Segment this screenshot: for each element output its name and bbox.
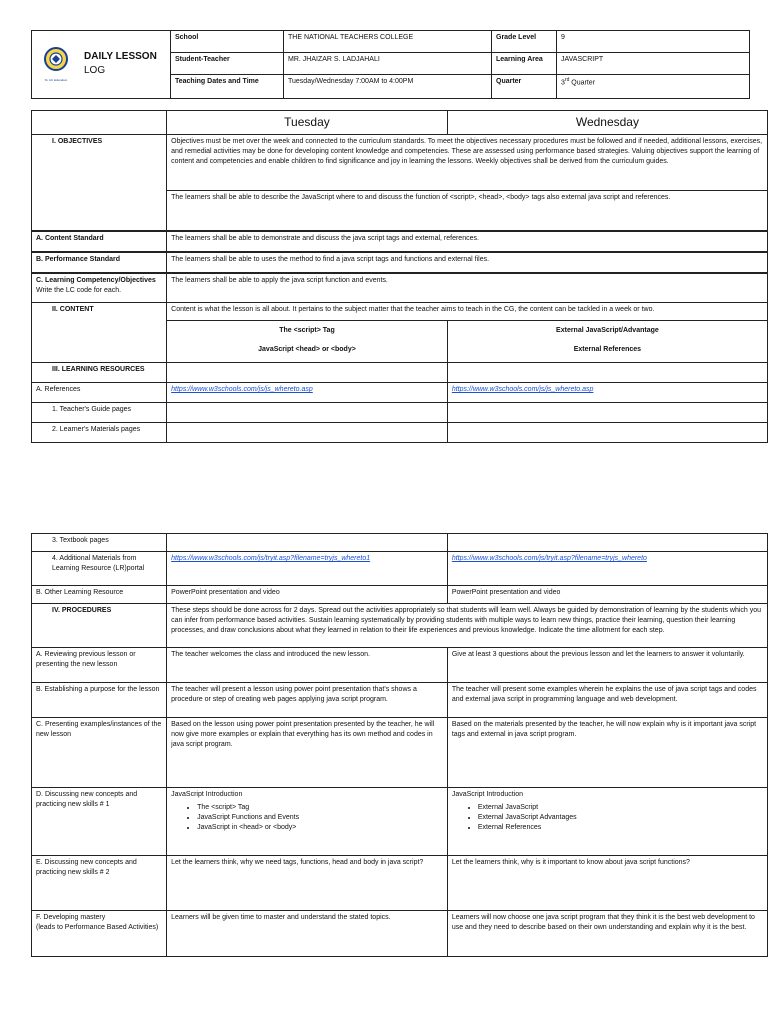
teacher-label: Student-Teacher	[171, 53, 284, 75]
procedure-a-day1: The teacher welcomes the class and introduced the new lesson.	[167, 648, 448, 683]
procedure-e-day1: Let the learners think, why we need tags, functions, head and body in java script?	[167, 856, 448, 911]
procedure-d-day2: JavaScript Introduction • External JavaScript • External JavaScript Advantages • External References	[447, 788, 767, 856]
competency-value: The learners shall be able to apply the java script function and events.	[167, 273, 768, 303]
lesson-table-page1	[31, 110, 768, 443]
list-item: • External References	[478, 823, 763, 833]
additional-materials-label: 4. Additional Materials from Learning Resource (LR)portal	[32, 552, 167, 586]
objectives-specific: The learners shall be able to describe the JavaScript where to and discuss the function of <script>, <head>, <body> tags also external java script and references.	[167, 191, 768, 231]
list-item: • JavaScript in <head> or <body>	[197, 823, 443, 833]
procedure-a-day2: Give at least 3 questions about the previous lesson and let the learners to answer it voluntarily.	[447, 648, 767, 683]
other-resource-label: B. Other Learning Resource	[32, 586, 167, 604]
procedure-c-day2: Based on the materials presented by the teacher, he will now explain why is it important java script tags and external in java script program.	[447, 718, 767, 788]
learner-materials-label: 2. Learner's Materials pages	[32, 423, 167, 443]
performance-standard-label: B. Performance Standard	[32, 252, 167, 273]
procedure-c-label: C. Presenting examples/instances of the new lesson	[32, 718, 167, 788]
dates-label: Teaching Dates and Time	[171, 75, 284, 99]
lesson-table-page2	[31, 533, 768, 957]
teacher-guide-label: 1. Teacher's Guide pages	[32, 403, 167, 423]
dates-value: Tuesday/Wednesday 7:00AM to 4:00PM	[284, 75, 492, 99]
competency-label-cell: C. Learning Competency/Objectives Write the LC code for each.	[32, 273, 167, 303]
day1-heading: Tuesday	[167, 111, 448, 135]
resources-label: III. LEARNING RESOURCES	[32, 363, 167, 383]
performance-standard-value: The learners shall be able to uses the method to find a java script tags and functions and external files.	[167, 252, 768, 273]
logo-title-cell	[32, 31, 171, 99]
procedure-d-day1-list	[171, 803, 443, 833]
additional-link-day2[interactable]: https://www.w3schools.com/js/tryit.asp?filename=tryjs_whereto	[451, 555, 647, 562]
other-resource-day2: PowerPoint presentation and video	[447, 586, 767, 604]
list-item: • External JavaScript Advantages	[478, 813, 763, 823]
procedure-e-label: E. Discussing new concepts and practicing new skills # 2	[32, 856, 167, 911]
procedure-a-label: A. Reviewing previous lesson or presenting the new lesson	[32, 648, 167, 683]
list-item: • The <script> Tag	[197, 803, 443, 813]
content-standard-value: The learners shall be able to demonstrate and discuss the java script tags and external, references.	[167, 231, 768, 252]
procedure-f-label: F. Developing mastery (leads to Performance Based Activities)	[32, 911, 167, 957]
content-day1: The <script> Tag JavaScript <head> or <body>	[167, 321, 448, 363]
school-value: THE NATIONAL TEACHERS COLLEGE	[284, 31, 492, 53]
grade-value: 9	[557, 31, 750, 53]
reference-link-day1[interactable]: https://www.w3schools.com/js/js_whereto.asp	[171, 386, 313, 393]
content-general: Content is what the lesson is all about. It pertains to the subject matter that the teacher aims to teach in the CG, the content can be tackled in a week or two.	[167, 303, 768, 321]
day2-heading: Wednesday	[447, 111, 767, 135]
list-item: • External JavaScript	[478, 803, 763, 813]
content-label: II. CONTENT	[32, 303, 167, 363]
content-day2: External JavaScript/Advantage External References	[447, 321, 767, 363]
procedure-d-label: D. Discussing new concepts and practicing new skills # 1	[32, 788, 167, 856]
area-label: Learning Area	[492, 53, 557, 75]
teacher-value: MR. JHAIZAR S. LADJAHALI	[284, 53, 492, 75]
objectives-general: Objectives must be met over the week and connected to the curriculum standards. To meet the objectives necessary procedures must be followed and if needed, additional lessons, exercises, and remedial activities may be done for developing content knowledge and competencies. These are assessed using performance based strategies. Valuing objectives support the learning of content and competencies and enable children to find significance and joy in learning the lessons. Weekly objectives shall be derived from the curriculum guides.	[167, 135, 768, 191]
school-label: School	[171, 31, 284, 53]
reference-link-day2[interactable]: https://www.w3schools.com/js/js_whereto.asp	[451, 386, 594, 393]
procedure-f-day1: Learners will be given time to master and understand the stated topics.	[167, 911, 448, 957]
objectives-label: I. OBJECTIVES	[32, 135, 167, 231]
textbook-label: 3. Textbook pages	[32, 534, 167, 552]
procedure-b-label: B. Establishing a purpose for the lesson	[32, 683, 167, 718]
other-resource-day1: PowerPoint presentation and video	[167, 586, 448, 604]
additional-link-day1[interactable]: https://www.w3schools.com/js/tryit.asp?filename=tryjs_whereto1	[171, 555, 371, 562]
procedure-d-day1: JavaScript Introduction • The <script> Tag • JavaScript Functions and Events • JavaScript in <head> or <body>	[167, 788, 448, 856]
header-table	[31, 30, 750, 99]
procedure-d-day2-list	[452, 803, 763, 833]
procedure-b-day2: The teacher will present some examples wherein he explains the use of java script tags and codes and external java script in programming language and web development.	[447, 683, 767, 718]
procedures-general: These steps should be done across for 2 days. Spread out the activities appropriately so that students will learn well. Always be guided by demonstration of learning by the students which you can infer from performance based activities. Sustain learning systematically by providing students with multiple ways to learn new things, practice their learning, question their learning processes, and draw conclusions about what they learned in relation to their life experiences and previous knowledge. Indicate the time allotment for each step.	[167, 604, 768, 648]
content-standard-label: A. Content Standard	[32, 231, 167, 252]
logo-caption: St. AC Education	[44, 78, 68, 83]
references-label: A. References	[32, 383, 167, 403]
quarter-value: 3rd Quarter	[557, 75, 750, 99]
list-item: • JavaScript Functions and Events	[197, 813, 443, 823]
page-title: DAILY LESSON LOG	[84, 50, 157, 77]
quarter-label: Quarter	[492, 75, 557, 99]
procedures-label: IV. PROCEDURES	[32, 604, 167, 648]
procedure-b-day1: The teacher will present a lesson using power point presentation that's shows a procedure or step of creating web pages applying java script program.	[167, 683, 448, 718]
procedure-f-day2: Learners will now choose one java script program that they think it is the best web development to use and they need to describe based on their own understanding and explain why it is the best.	[447, 911, 767, 957]
grade-label: Grade Level	[492, 31, 557, 53]
procedure-e-day2: Let the learners think, why is it important to know about java script functions?	[447, 856, 767, 911]
procedure-c-day1: Based on the lesson using power point presentation presented by the teacher, he will now give more examples or explain that everything has its own method and codes in java script program.	[167, 718, 448, 788]
area-value: JAVASCRIPT	[557, 53, 750, 75]
school-logo	[36, 46, 76, 82]
